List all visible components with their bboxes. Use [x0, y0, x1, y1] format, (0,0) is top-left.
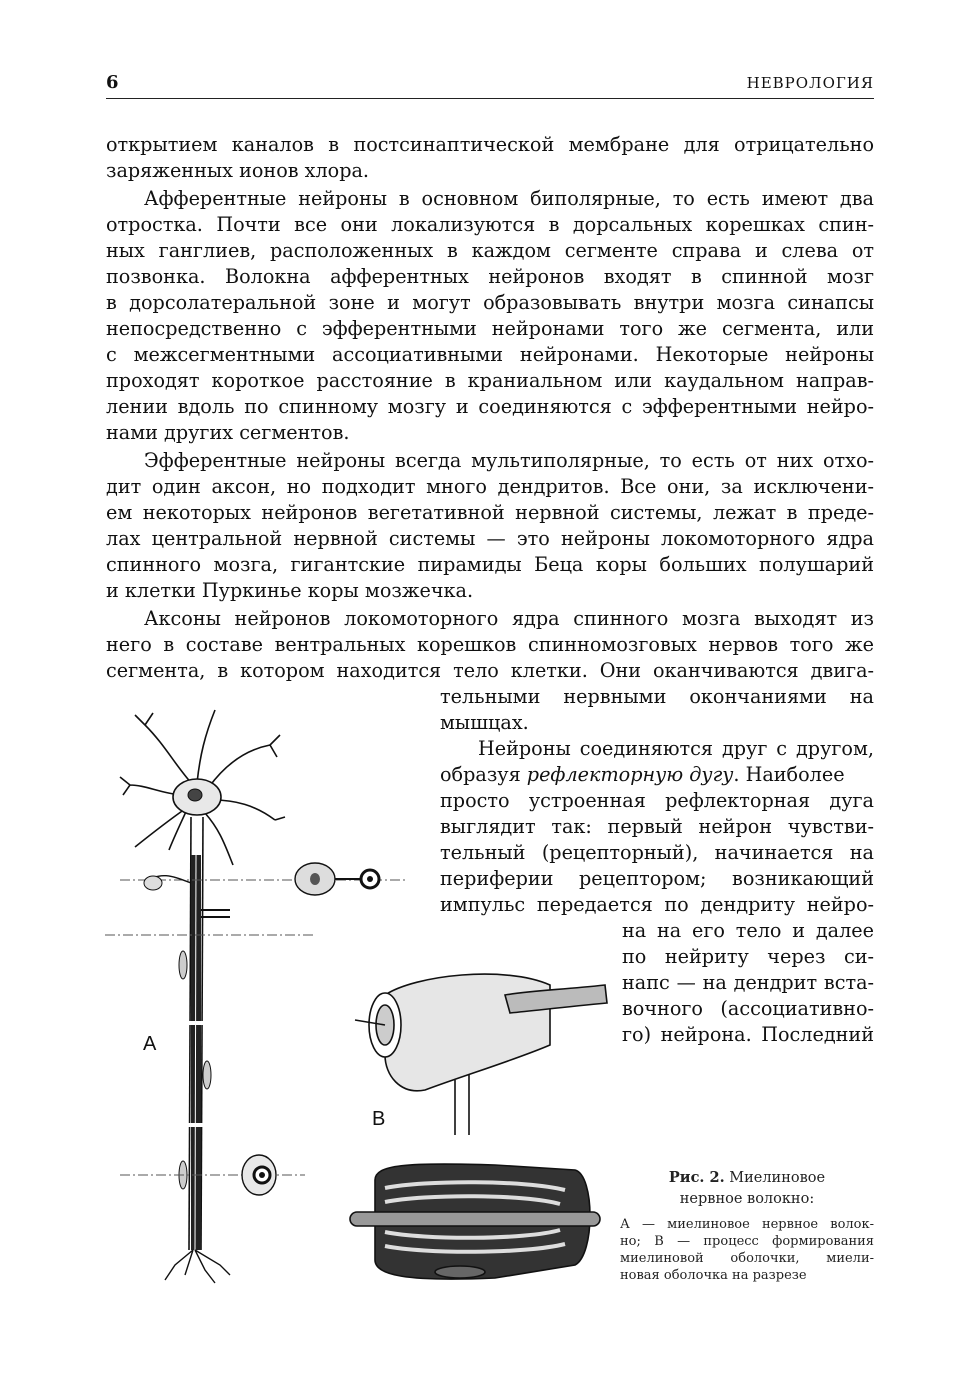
caption-title	[620, 1167, 874, 1210]
text-line: тельный (рецепторный), начинается на	[440, 841, 874, 864]
figure-b-myelin-wrapping	[345, 965, 615, 1135]
text-line: на на его тело и далее	[622, 919, 874, 942]
figure-label-b: B	[372, 1108, 386, 1130]
text-fragment: . Наиболее	[733, 763, 845, 786]
text-line: заряженных ионов хлора.	[106, 159, 370, 182]
text-line: открытием каналов в постсинаптической мембране для отрицательно	[106, 133, 874, 156]
text-line: тельными нервными окончаниями на	[440, 685, 874, 708]
text-line: проходят короткое расстояние в краниальном или каудальном направ-	[106, 369, 874, 392]
text-line-italic	[440, 762, 874, 788]
text-line: Афферентные нейроны в основном биполярные, то есть имеют два	[144, 187, 874, 210]
figure-caption	[620, 1167, 874, 1284]
term-reflex-arc: рефлекторную дугу	[526, 763, 734, 786]
text-line: с межсегментными ассоциативными нейронами. Некоторые нейроны	[106, 343, 874, 366]
text-line: позвонка. Волокна афферентных нейронов входят в спинной мозг	[106, 265, 874, 288]
caption-line: миелиновой оболочки, миели-	[620, 1251, 874, 1266]
caption-title-text: Миелиновое	[724, 1170, 826, 1186]
text-line: Нейроны соединяются друг с другом,	[478, 737, 874, 760]
text-line: него в составе вентральных корешков спинномозговых нервов того же	[106, 633, 874, 656]
text-line: импульс передается по дендриту нейро-	[440, 893, 874, 916]
caption-title-text-line2: нервное волокно:	[679, 1191, 815, 1207]
caption-line: но; В — процесс формирования	[620, 1234, 874, 1249]
text-line: Аксоны нейронов локомоторного ядра спинного мозга выходят из	[144, 607, 874, 630]
figure-label-a: A	[143, 1033, 157, 1055]
page-number: 6	[106, 72, 119, 93]
text-line: дит один аксон, но подходит много дендритов. Все они, за исключени-	[106, 475, 874, 498]
caption-body	[620, 1216, 874, 1284]
running-title: НЕВРОЛОГИЯ	[746, 74, 874, 92]
text-line: просто устроенная рефлекторная дуга	[440, 789, 874, 812]
text-line: отростка. Почти все они локализуются в дорсальных корешках спин-	[106, 213, 874, 236]
text-fragment: образуя	[440, 763, 527, 786]
text-line: ных ганглиев, расположенных в каждом сегменте справа и слева от	[106, 239, 874, 262]
text-line: по нейриту через си-	[622, 945, 874, 968]
text-line: непосредственно с эфферентными нейронами того же сегмента, или	[106, 317, 874, 340]
text-line: в дорсолатеральной зоне и могут образовывать внутри мозга синапсы	[106, 291, 874, 314]
text-line: ем некоторых нейронов вегетативной нервной системы, лежат в преде-	[106, 501, 874, 524]
text-line: мышцах.	[440, 711, 529, 734]
text-line: вочного (ассоциативно-	[622, 997, 874, 1020]
text-line: спинного мозга, гигантские пирамиды Беца коры больших полушарий	[106, 553, 874, 576]
text-line: нами других сегментов.	[106, 421, 350, 444]
caption-line: А — миелиновое нервное волок-	[620, 1217, 874, 1232]
text-line: напс — на дендрит вста-	[622, 971, 874, 994]
text-line: Эфферентные нейроны всегда мультиполярные, то есть от них отхо-	[144, 449, 874, 472]
caption-line: новая оболочка на разрезе	[620, 1268, 807, 1283]
text-line: лении вдоль по спинному мозгу и соединяются с эфферентными нейро-	[106, 395, 874, 418]
text-line: го) нейрона. Последний	[622, 1023, 874, 1046]
text-line: и клетки Пуркинье коры мозжечка.	[106, 579, 474, 602]
text-line: лах центральной нервной системы — это нейроны локомоторного ядра	[106, 527, 874, 550]
page-header	[106, 70, 874, 99]
text-line: выглядит так: первый нейрон чувстви-	[440, 815, 874, 838]
figure-b-myelin-section	[345, 1160, 605, 1290]
text-line: сегмента, в котором находится тело клетки. Они оканчиваются двига-	[106, 659, 874, 682]
text-line: периферии рецептором; возникающий	[440, 867, 874, 890]
caption-figure-number: Рис. 2.	[668, 1169, 725, 1186]
